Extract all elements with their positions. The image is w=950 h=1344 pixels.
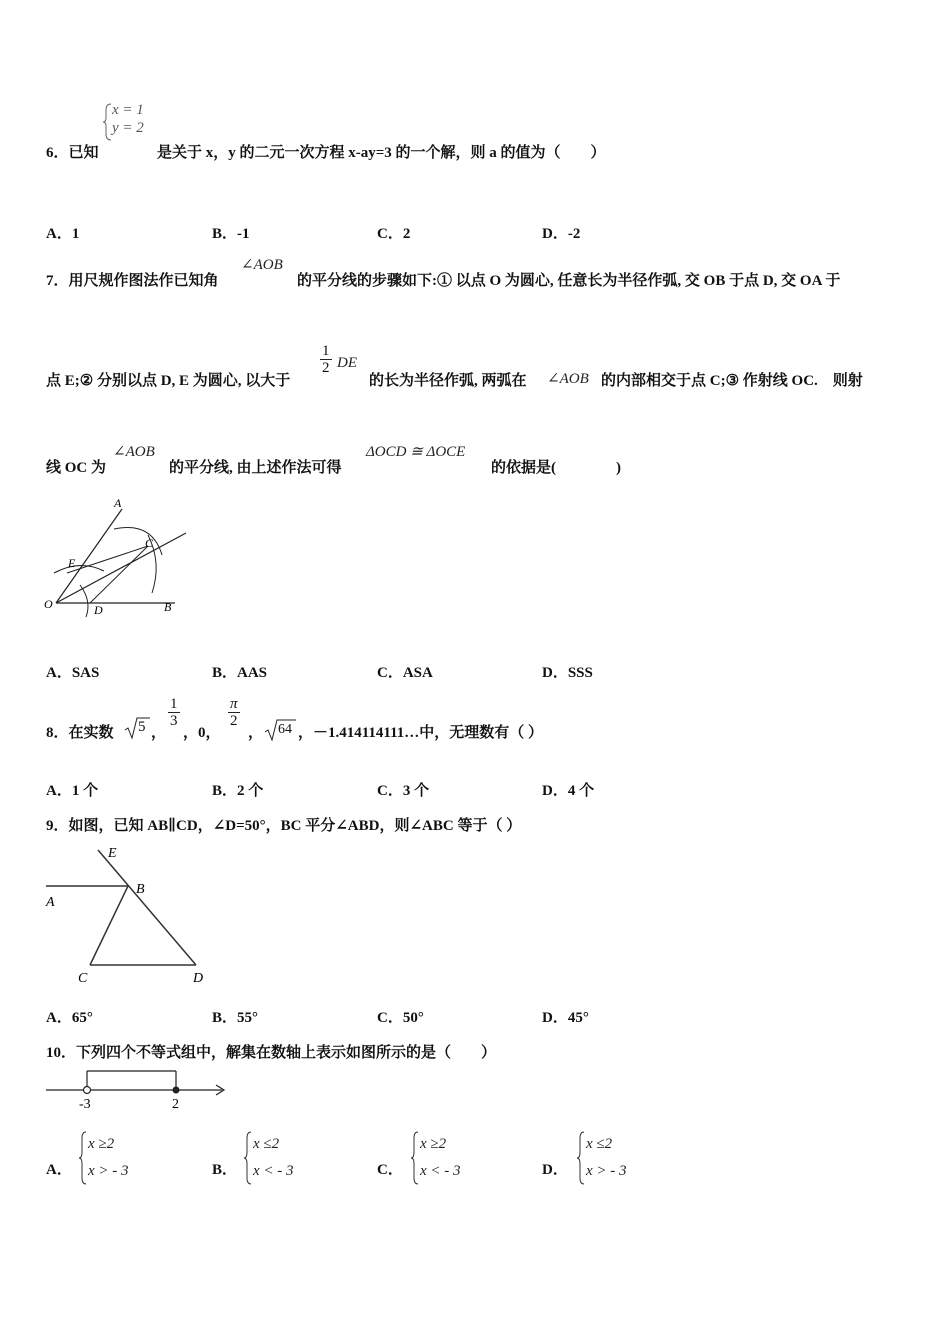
- ray-oc: [56, 533, 186, 603]
- label-c: C: [145, 536, 154, 550]
- q10-option-d-label[interactable]: D．: [542, 1162, 568, 1178]
- q8-pi-den: 2: [230, 713, 238, 729]
- label-c: C: [78, 971, 88, 986]
- label-d: D: [193, 971, 204, 986]
- label-o: O: [44, 597, 53, 611]
- brace-icon: [243, 1130, 253, 1186]
- q7-congruence: ΔOCD ≅ ΔOCE: [366, 444, 466, 460]
- label-b: B: [136, 882, 145, 897]
- q10-option-b-system[interactable]: [243, 1130, 323, 1186]
- label-a: A: [46, 895, 55, 910]
- q6-option-b[interactable]: B．-1: [212, 226, 250, 242]
- q9-text: 9．如图，已知 AB∥CD，∠D=50°，BC 平分∠ABD，则∠ABC 等于（ ）: [46, 818, 522, 834]
- q7-line1-start: 7．用尺规作图法作已知角: [46, 273, 219, 289]
- q8-zero: ，0，: [183, 725, 221, 741]
- q8-pi-num: π: [230, 696, 238, 712]
- q10-option-b-top: x ≤2: [253, 1136, 280, 1152]
- q7-angle-aob-2: ∠AOB: [547, 371, 589, 387]
- q10-option-c-label[interactable]: C．: [377, 1162, 403, 1178]
- q8-prefix: 8．在实数: [46, 725, 114, 741]
- q7-option-b[interactable]: B．AAS: [212, 665, 268, 681]
- q9-option-b[interactable]: B．55°: [212, 1010, 259, 1026]
- q7-line2-end: 的内部相交于点 C;③ 作射线 OC. 则射: [601, 373, 863, 389]
- q7-half-num: 1: [322, 343, 330, 359]
- q10-option-d-top: x ≤2: [586, 1136, 613, 1152]
- q10-option-d-bottom: x > - 3: [586, 1163, 627, 1179]
- q7-line3-mid: 的平分线, 由上述作法可得: [169, 460, 342, 476]
- q7-angle-aob-1: ∠AOB: [241, 257, 283, 273]
- q8-comma-2: ，: [248, 725, 264, 741]
- line-ed: [98, 850, 196, 965]
- q8-sqrt64-value: 64: [278, 722, 292, 737]
- q10-option-c-system[interactable]: [410, 1130, 490, 1186]
- q7-angle-aob-3: ∠AOB: [113, 444, 155, 460]
- brace-icon: [410, 1130, 420, 1186]
- q7-angle-bisector-figure: [40, 493, 200, 623]
- q7-half-den: 2: [322, 360, 330, 376]
- q6-system-y: y = 2: [112, 120, 144, 136]
- q7-line3-start: 线 OC 为: [46, 460, 107, 476]
- q10-option-a-bottom: x > - 3: [88, 1163, 129, 1179]
- ray-oa: [56, 509, 122, 603]
- q8-tail: ，－1.414114111…中，无理数有（ ）: [298, 725, 544, 741]
- q7-line2-mid: 的长为半径作弧, 两弧在: [369, 373, 527, 389]
- q10-option-d-system[interactable]: [576, 1130, 656, 1186]
- q6-prefix: 6．已知: [46, 145, 99, 161]
- axis-label-left: -3: [79, 1097, 91, 1112]
- q6-system-x: x = 1: [112, 102, 144, 118]
- q9-option-a[interactable]: A．65°: [46, 1010, 93, 1026]
- closed-dot-icon: [173, 1087, 180, 1094]
- q6-option-c[interactable]: C．2: [377, 226, 411, 242]
- q7-half-fraction: [320, 343, 332, 376]
- q6-option-d[interactable]: D．-2: [542, 226, 581, 242]
- q9-option-d[interactable]: D．45°: [542, 1010, 589, 1026]
- q10-option-b-label[interactable]: B．: [212, 1162, 238, 1178]
- segment-dc: [90, 546, 148, 603]
- q10-option-a-label[interactable]: A．: [46, 1162, 72, 1178]
- q10-number-line: [44, 1068, 234, 1114]
- q10-option-b-bottom: x < - 3: [253, 1163, 294, 1179]
- q7-de: DE: [337, 355, 357, 371]
- segment-bc: [90, 886, 128, 965]
- label-a: A: [114, 496, 122, 510]
- arc-e: [114, 527, 162, 555]
- q10-option-a-top: x ≥2: [88, 1136, 115, 1152]
- q7-option-c[interactable]: C．ASA: [377, 665, 433, 681]
- q8-option-c[interactable]: C．3 个: [377, 783, 430, 799]
- q6-option-a[interactable]: A．1: [46, 226, 80, 242]
- sqrt-icon: [124, 716, 150, 740]
- label-e: E: [68, 556, 76, 570]
- q10-option-a-system[interactable]: [78, 1130, 158, 1186]
- q10-option-c-bottom: x < - 3: [420, 1163, 461, 1179]
- brace-icon: [78, 1130, 88, 1186]
- q7-line3-end: 的依据是( ): [491, 460, 621, 476]
- open-dot-icon: [84, 1087, 91, 1094]
- q10-option-c-top: x ≥2: [420, 1136, 447, 1152]
- label-b: B: [164, 600, 172, 614]
- q6-text: 是关于 x，y 的二元一次方程 x-ay=3 的一个解，则 a 的值为（ ）: [157, 145, 606, 161]
- q8-option-d[interactable]: D．4 个: [542, 783, 595, 799]
- q8-frac-den: 3: [170, 713, 178, 729]
- q7-line2-start: 点 E;② 分别以点 D, E 为圆心, 以大于: [46, 373, 291, 389]
- q8-sqrt5-value: 5: [138, 719, 146, 735]
- q6-system: [103, 102, 157, 142]
- q10-text: 10．下列四个不等式组中，解集在数轴上表示如图所示的是（ ）: [46, 1045, 497, 1061]
- q8-option-b[interactable]: B．2 个: [212, 783, 264, 799]
- q8-comma-1: ，: [151, 725, 167, 741]
- q9-option-c[interactable]: C．50°: [377, 1010, 424, 1026]
- q8-option-a[interactable]: A．1 个: [46, 783, 99, 799]
- q7-line1-end: 的平分线的步骤如下:① 以点 O 为圆心, 任意长为半径作弧, 交 OB 于点 D, 交 OA 于: [297, 273, 841, 289]
- label-d: D: [94, 603, 103, 617]
- q8-fraction-pi: [228, 696, 240, 729]
- q7-option-a[interactable]: A．SAS: [46, 665, 100, 681]
- brace-icon: [576, 1130, 586, 1186]
- q8-frac-num: 1: [170, 696, 178, 712]
- axis-label-right: 2: [172, 1097, 179, 1112]
- label-e: E: [108, 846, 117, 861]
- q9-parallel-lines-figure: [40, 838, 215, 993]
- q7-option-d[interactable]: D．SSS: [542, 665, 593, 681]
- q8-fraction-one-third: [168, 696, 180, 729]
